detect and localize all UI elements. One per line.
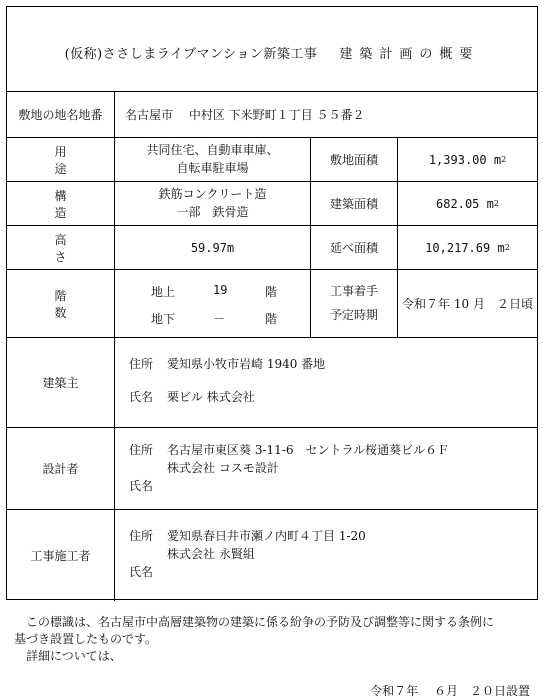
use-row (7, 138, 537, 182)
structure-row (7, 182, 537, 226)
structure-value-line2: 一部 鉄骨造 (176, 204, 249, 219)
contractor-name: 氏名 (129, 565, 154, 579)
use-label: 用 途 (54, 144, 123, 176)
designer-row (7, 428, 537, 510)
owner-address: 住所 愛知県小牧市岩崎 1940 番地 (129, 357, 326, 371)
structure-label: 構 造 (54, 188, 123, 220)
structure-value (114, 182, 310, 225)
floors-label: 階 数 (54, 288, 123, 320)
site-label: 敷地の地名地番 (18, 108, 103, 122)
site-area-value: 1,393.00 m 2 (397, 138, 537, 181)
use-value-line2: 自転車駐車場 (176, 160, 249, 175)
start-date-label: 工事着手 予定時期 (310, 270, 397, 337)
total-floor-area-value: 10,217.69 m 2 (397, 226, 537, 269)
designer-name: 氏名 (129, 479, 154, 493)
designer-company: 株式会社 コスモ設計 (167, 461, 279, 475)
start-date-value: 令和７年 10 月 ２日頃 (397, 270, 537, 337)
designer-address: 住所 名古屋市東区葵 3-11-6 セントラル桜通葵ビル６Ｆ (129, 443, 450, 457)
use-value (114, 138, 310, 181)
footer-note (14, 614, 530, 664)
site-area-label: 敷地面積 (310, 138, 397, 181)
site-row (7, 92, 537, 138)
height-row (7, 226, 537, 270)
owner-row (7, 338, 537, 428)
building-area-value: 682.05 m 2 (397, 182, 537, 225)
owner-name: 氏名 栗ビル 株式会社 (129, 390, 255, 404)
contractor-address: 住所 愛知県春日井市瀬ノ内町４丁目 1-20 (129, 529, 366, 543)
floors-row (7, 270, 537, 338)
posted-date: 令和７年 ６月 ２０日設置 (370, 684, 530, 698)
building-area-label: 建築面積 (310, 182, 397, 225)
use-value-line1: 共同住宅、自動車車庫、 (146, 143, 279, 158)
contractor-row (7, 510, 537, 601)
footer-line-2: 基づき設置したものです。 (14, 631, 158, 646)
total-floor-area-label: 延べ面積 (310, 226, 397, 269)
contractor-label: 工事施工者 (30, 549, 91, 563)
notice-heading: 建築計画の概要 (339, 47, 480, 62)
footer-line-3: 詳細については、 (26, 648, 122, 663)
height-label: 高 さ (54, 232, 123, 264)
designer-label: 設計者 (42, 462, 79, 476)
contractor-company: 株式会社 永賢組 (167, 547, 255, 561)
height-value: 59.97m (114, 226, 310, 269)
structure-value-line1: 鉄筋コンクリート造 (158, 187, 267, 202)
owner-label: 建築主 (42, 376, 79, 390)
notice-title (7, 7, 537, 92)
project-name: (仮称)ささしまライブマンション新築工事 (64, 47, 318, 62)
floors-value: 地上 19 階 地下 － 階 (114, 270, 310, 337)
site-value: 名古屋市 中村区 下米野町１丁目 ５５番２ (114, 92, 537, 137)
notice-board (6, 6, 538, 600)
footer-line-1: この標識は、名古屋市中高層建築物の建築に係る紛争の予防及び調整等に関する条例に (26, 615, 495, 629)
